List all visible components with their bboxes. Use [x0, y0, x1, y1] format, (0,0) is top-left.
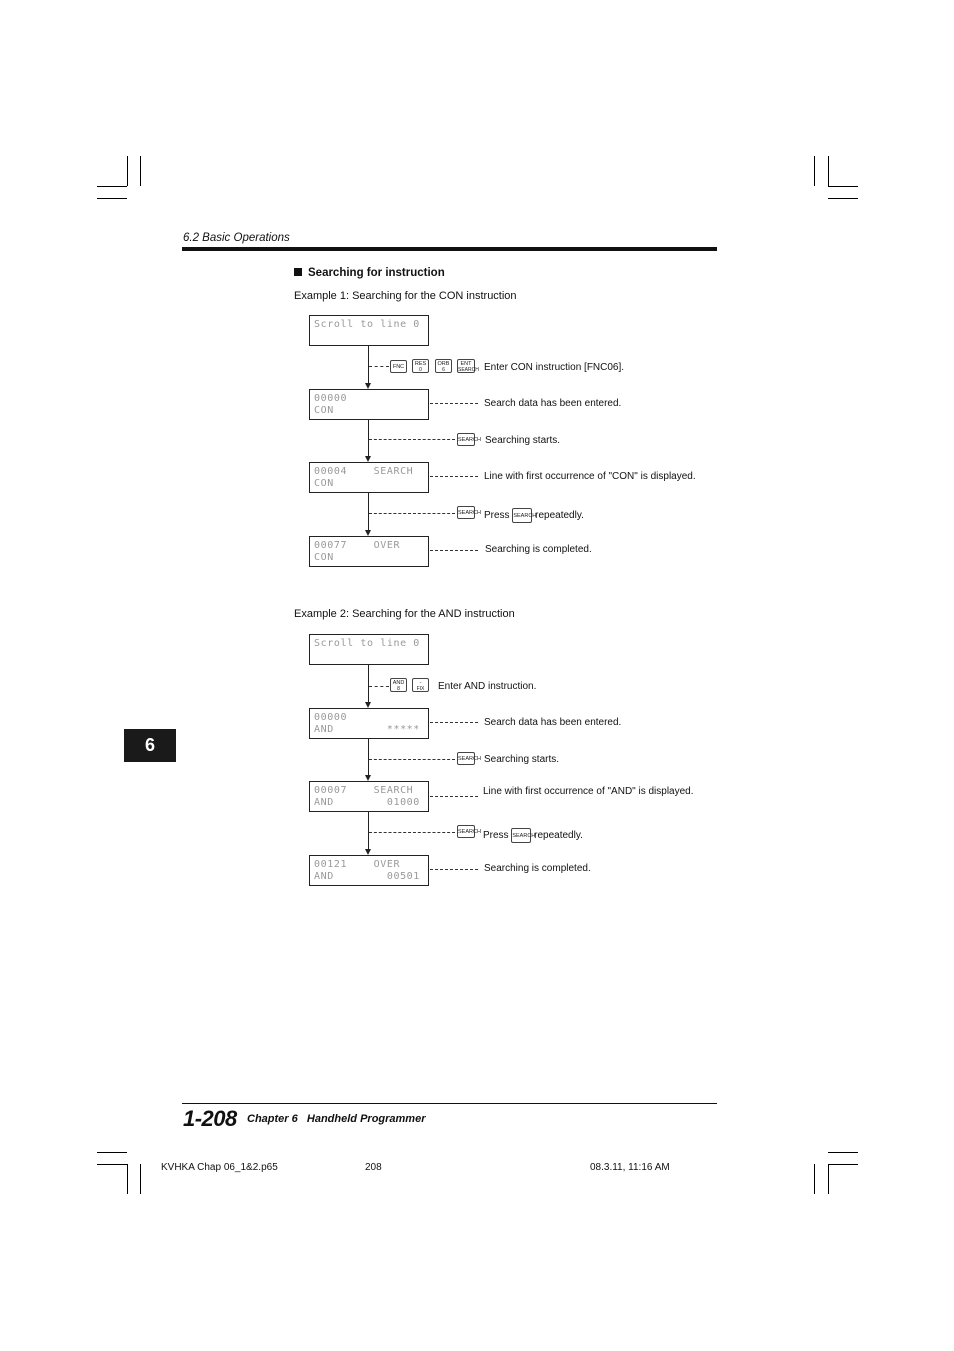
flow-arrow — [365, 456, 371, 462]
page-number: 1-208 — [183, 1106, 237, 1131]
flow-line — [368, 739, 369, 775]
flow-arrow — [365, 775, 371, 781]
step-note: Searching is completed. — [484, 863, 591, 874]
step-note: Search data has been entered. — [484, 717, 622, 728]
bullet-square-icon — [294, 268, 302, 276]
crop-mark — [97, 1164, 127, 1165]
slug-file: KVHKA Chap 06_1&2.p65 — [161, 1162, 278, 1173]
dash-connector — [369, 686, 389, 687]
search-key-icon: SEARCH — [511, 828, 531, 843]
step-note: Searching starts. — [485, 435, 561, 446]
crop-mark — [127, 1164, 128, 1194]
dash-connector — [430, 869, 478, 870]
ent-search-key-icon: ENT SEARCH — [458, 361, 479, 373]
lcd-screen: 00007 SEARCH AND 01000 — [309, 781, 429, 812]
crop-mark — [97, 198, 127, 199]
section-title: Searching for instruction — [294, 267, 445, 279]
dash-connector — [369, 759, 455, 760]
lcd-screen: 00000 AND ***** — [309, 708, 429, 739]
search-key-icon: SEARCH — [457, 506, 475, 519]
flow-line — [368, 812, 369, 849]
chapter-tab: 6 — [124, 729, 176, 762]
lcd-screen: Scroll to line 0 — [309, 315, 429, 346]
and-8-key-icon: AND 8 — [390, 678, 407, 692]
crop-mark — [814, 1164, 815, 1194]
flow-line — [368, 493, 369, 530]
dash-connector — [369, 439, 455, 440]
header-rule — [182, 247, 717, 251]
flow-line — [368, 665, 369, 702]
step-note: Line with first occurrence of "AND" is displayed. — [483, 786, 694, 797]
step-note: Press SEARCH repeatedly. — [483, 828, 583, 843]
lcd-screen: 00121 OVER AND 00501 — [309, 855, 429, 886]
flow-arrow — [365, 702, 371, 708]
dash-connector — [430, 476, 478, 477]
lcd-screen: 00004 SEARCH CON — [309, 462, 429, 493]
search-key-icon: SEARCH — [457, 433, 475, 446]
crop-mark — [828, 156, 829, 186]
crop-mark — [828, 1164, 829, 1194]
crop-mark — [127, 156, 128, 186]
lcd-screen: 00000 CON — [309, 389, 429, 420]
dash-connector — [430, 403, 478, 404]
flow-arrow — [365, 849, 371, 855]
flow-arrow — [365, 383, 371, 389]
crop-mark — [828, 198, 858, 199]
search-key-icon: SEARCH — [512, 508, 532, 523]
crop-mark — [828, 186, 858, 187]
crop-mark — [140, 156, 141, 186]
crop-mark — [814, 156, 815, 186]
slug-page: 208 — [365, 1162, 382, 1173]
dash-connector — [430, 722, 478, 723]
example2-title: Example 2: Searching for the AND instruction — [294, 608, 515, 620]
dash-connector — [430, 550, 478, 551]
search-key-icon: SEARCH — [457, 825, 475, 838]
step-note: Searching is completed. — [485, 544, 592, 555]
step-note: Enter CON instruction [FNC06]. — [484, 362, 625, 373]
footer-chapter: Chapter 6 Handheld Programmer — [247, 1113, 426, 1125]
fnc-key-icon: FNC — [390, 360, 407, 373]
step-note: Line with first occurrence of "CON" is displayed. — [484, 471, 696, 482]
flow-line — [368, 346, 369, 383]
dash-connector — [369, 832, 455, 833]
flow-line — [368, 420, 369, 456]
crop-mark — [140, 1164, 141, 1194]
flow-arrow — [365, 530, 371, 536]
search-key-icon: SEARCH — [457, 752, 475, 765]
lcd-screen: 00077 OVER CON — [309, 536, 429, 567]
res-0-key-icon: RES 0 — [412, 359, 429, 373]
example1-title: Example 1: Searching for the CON instruction — [294, 290, 517, 302]
orb-6-key-icon: ORB 6 — [435, 359, 452, 373]
step-note: Press SEARCH repeatedly. — [484, 508, 584, 523]
running-header: 6.2 Basic Operations — [183, 232, 290, 244]
dash-connector — [430, 796, 478, 797]
slug-date: 08.3.11, 11:16 AM — [590, 1162, 670, 1173]
dash-connector — [369, 513, 455, 514]
dash-connector — [369, 366, 389, 367]
step-note: Search data has been entered. — [484, 398, 622, 409]
crop-mark — [828, 1164, 858, 1165]
crop-mark — [828, 1152, 858, 1153]
footer-rule — [182, 1103, 717, 1104]
step-note: Searching starts. — [484, 754, 560, 765]
crop-mark — [97, 1152, 127, 1153]
fix-key-icon: - FIX — [412, 678, 429, 692]
step-note: Enter AND instruction. — [438, 681, 537, 692]
lcd-screen: Scroll to line 0 — [309, 634, 429, 665]
crop-mark — [97, 186, 127, 187]
